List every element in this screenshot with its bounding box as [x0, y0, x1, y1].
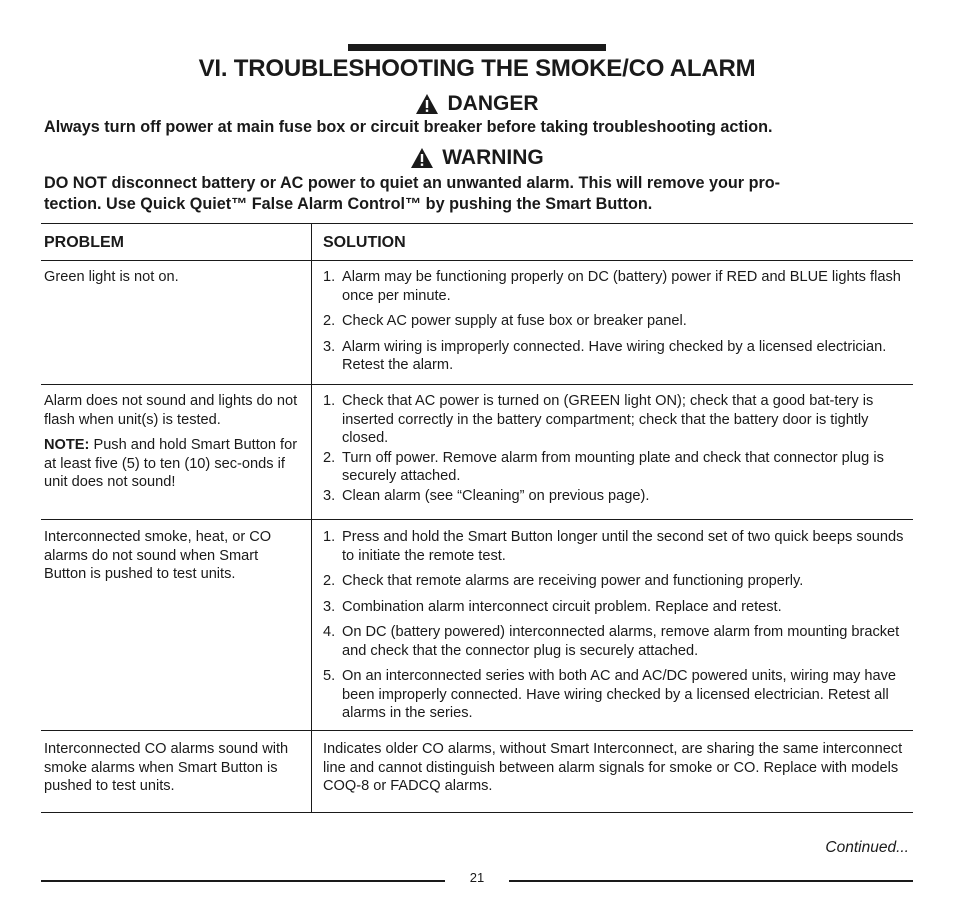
- column-divider: [311, 223, 312, 813]
- solution-item: 2. Turn off power. Remove alarm from mounting plate and check that connector plug is securely attached.: [323, 449, 884, 484]
- solution-cell: [323, 268, 913, 382]
- continued-note: Continued...: [825, 839, 909, 856]
- row-divider: [41, 730, 913, 731]
- solution-item: 1. Check that AC power is turned on (GREEN light ON); check that a good bat-tery is inserted correctly in the battery compartment; check that the battery door is tightly closed.: [323, 393, 874, 446]
- table-header-rule: [41, 260, 913, 261]
- warning-triangle-icon: [415, 93, 439, 115]
- warning-text: [44, 173, 914, 215]
- solution-cell: [323, 528, 913, 730]
- page-title: VI. TROUBLESHOOTING THE SMOKE/CO ALARM: [198, 55, 756, 82]
- warning-heading: [0, 146, 954, 170]
- row-divider: [41, 384, 913, 385]
- row-divider: [41, 519, 913, 520]
- warning-triangle-icon: [410, 147, 434, 169]
- solution-item: 3. Combination alarm interconnect circuit problem. Replace and retest.: [323, 598, 782, 615]
- note: [44, 436, 302, 492]
- note-text: Push and hold Smart Button for at least five (5) to ten (10) sec-onds if unit does not sound!: [44, 437, 298, 490]
- title-top-bar: [348, 44, 606, 51]
- danger-heading: [0, 92, 954, 116]
- problem-cell: Interconnected smoke, heat, or CO alarms do not sound when Smart Button is pushed to test units.: [44, 529, 272, 582]
- warning-text-line: tection. Use Quick Quiet™ False Alarm Control™ by pushing the Smart Button.: [44, 195, 653, 213]
- table-bottom-rule: [41, 812, 913, 813]
- solution-item: 5. On an interconnected series with both AC and AC/DC powered units, wiring may have been improperly connected. Have wiring checked by a licensed electrician. Retest all alarms in the series.: [323, 668, 897, 721]
- page-number: 21: [469, 870, 485, 885]
- note-label: NOTE:: [44, 437, 90, 453]
- footer-rule-right: [509, 880, 913, 882]
- danger-text: Always turn off power at main fuse box or circuit breaker before taking troubleshooting action.: [44, 118, 773, 136]
- solution-column-header: SOLUTION: [323, 234, 406, 251]
- solution-item: 3. Clean alarm (see “Cleaning” on previous page).: [323, 487, 650, 504]
- problem-cell: Interconnected CO alarms sound with smoke alarms when Smart Button is pushed to test units.: [44, 741, 289, 794]
- solution-item: 1. Alarm may be functioning properly on DC (battery) power if RED and BLUE lights flash once per minute.: [323, 269, 901, 304]
- solution-item: 4. On DC (battery powered) interconnected alarms, remove alarm from mounting bracket and check that the connector plug is securely attached.: [323, 624, 900, 659]
- problem-cell: [44, 392, 302, 499]
- solution-cell: Indicates older CO alarms, without Smart Interconnect, are sharing the same interconnect line and cannot distinguish between alarm signals for smoke or CO. Replace with models COQ-8 or FADCQ alarms.: [323, 741, 903, 794]
- solution-item: 2. Check AC power supply at fuse box or breaker panel.: [323, 313, 687, 329]
- solution-cell: [323, 392, 913, 506]
- solution-item: 1. Press and hold the Smart Button longer until the second set of two quick beeps sounds to initiate the remote test.: [323, 529, 904, 564]
- solution-item: 2. Check that remote alarms are receiving power and functioning properly.: [323, 573, 804, 589]
- warning-text-line: DO NOT disconnect battery or AC power to quiet an unwanted alarm. This will remove your pro-: [44, 174, 781, 192]
- problem-cell: Green light is not on.: [44, 269, 179, 285]
- problem-text: Alarm does not sound and lights do not flash when unit(s) is tested.: [44, 393, 298, 428]
- problem-column-header: PROBLEM: [44, 234, 124, 251]
- warning-heading-label: WARNING: [442, 146, 544, 169]
- table-top-rule: [41, 223, 913, 224]
- danger-heading-label: DANGER: [447, 92, 539, 115]
- solution-item: 3. Alarm wiring is improperly connected. Have wiring checked by a licensed electrician. Retest the alarm.: [323, 338, 887, 373]
